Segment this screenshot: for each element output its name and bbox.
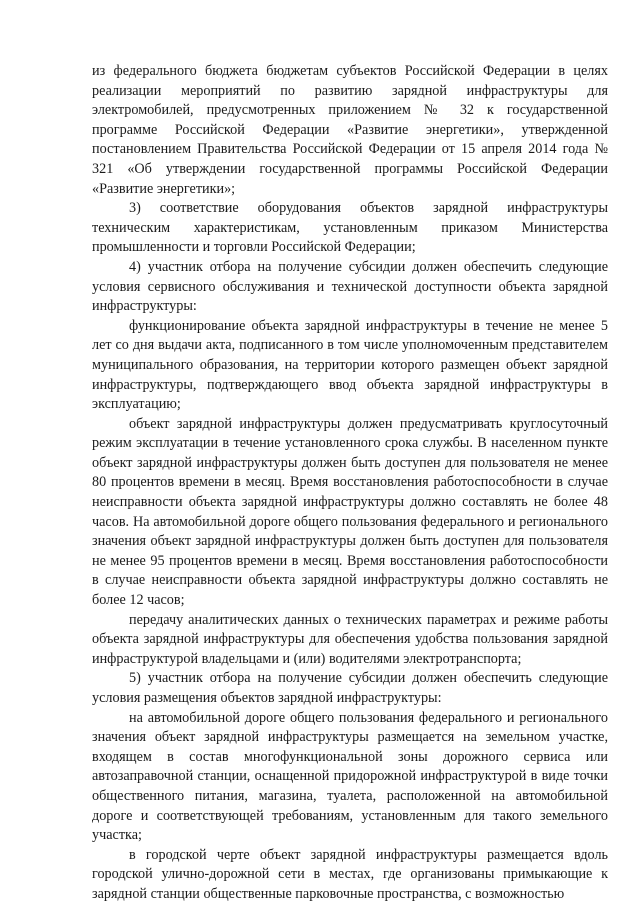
paragraph-continuation: из федерального бюджета бюджетам субъектов Российской Федерации в целях реализации мероприятий по развитию зарядной инфраструктуры для электромобилей, предусмотренных приложением № 32 к государственной программе Российской Федерации «Развитие энергетики», утвержденной постановлением Правительства Российской Федерации от 15 апреля 2014 года № 321 «Об утверждении государственной программы Российской Федерации «Развитие энергетики»; [92,63,608,197]
paragraph-item-4-operation: функционирование объекта зарядной инфраструктуры в течение не менее 5 лет со дня выдачи акта, подписанного в том числе уполномоченным представителем муниципального образования, на территории которого размещен объект зарядной инфраструктуры, подтверждающего ввод объекта зарядной инфраструктуры в эксплуатацию; [92,317,608,413]
document-body [92,62,608,905]
paragraph-item-4-data-transfer: передачу аналитических данных о технических параметрах и режиме работы объекта зарядной инфраструктуры для обеспечения удобства пользования зарядной инфраструктурой владельцами и (или) водителями электротранспорта; [92,611,608,667]
paragraph-item-4-availability: объект зарядной инфраструктуры должен предусматривать круглосуточный режим эксплуатации в течение установленного срока службы. В населенном пункте объект зарядной инфраструктуры должен быть доступен для пользователя не менее 80 процентов времени в месяц. Время восстановления работоспособности в случае неисправности объекта зарядной инфраструктуры должно составлять не более 48 часов. На автомобильной дороге общего пользования федерального и регионального значения объект зарядной инфраструктуры должен быть доступен для пользователя не менее 95 процентов времени в месяц. Время восстановления работоспособности в случае неисправности объекта зарядной инфраструктуры должно составлять не более 12 часов; [92,415,608,609]
paragraph-item-4: 4) участник отбора на получение субсидии должен обеспечить следующие условия сервисного обслуживания и технической доступности объекта зарядной инфраструктуры: [92,258,608,315]
paragraph-item-5: 5) участник отбора на получение субсидии должен обеспечить следующие условия размещения объектов зарядной инфраструктуры: [92,670,608,706]
paragraph-item-5-highway: на автомобильной дороге общего пользования федерального и регионального значения объект зарядной инфраструктуры размещается на земельном участке, входящем в состав многофункциональной зоны дорожного сервиса или автозаправочной станции, оснащенной придорожной инфраструктурой в виде точки общественного питания, магазина, туалета, расположенной на автомобильной дороге и соответствующей требованиям, установленным для такого земельного участка; [92,709,608,844]
paragraph-item-3: 3) соответствие оборудования объектов зарядной инфраструктуры техническим характеристикам, установленным приказом Министерства промышленности и торговли Российской Федерации; [92,200,608,256]
paragraph-item-5-city: в городской черте объект зарядной инфраструктуры размещается вдоль городской улично-дорожной сети в местах, где организованы примыкающие к зарядной станции общественные парковочные пространства, с возможностью [92,846,608,902]
